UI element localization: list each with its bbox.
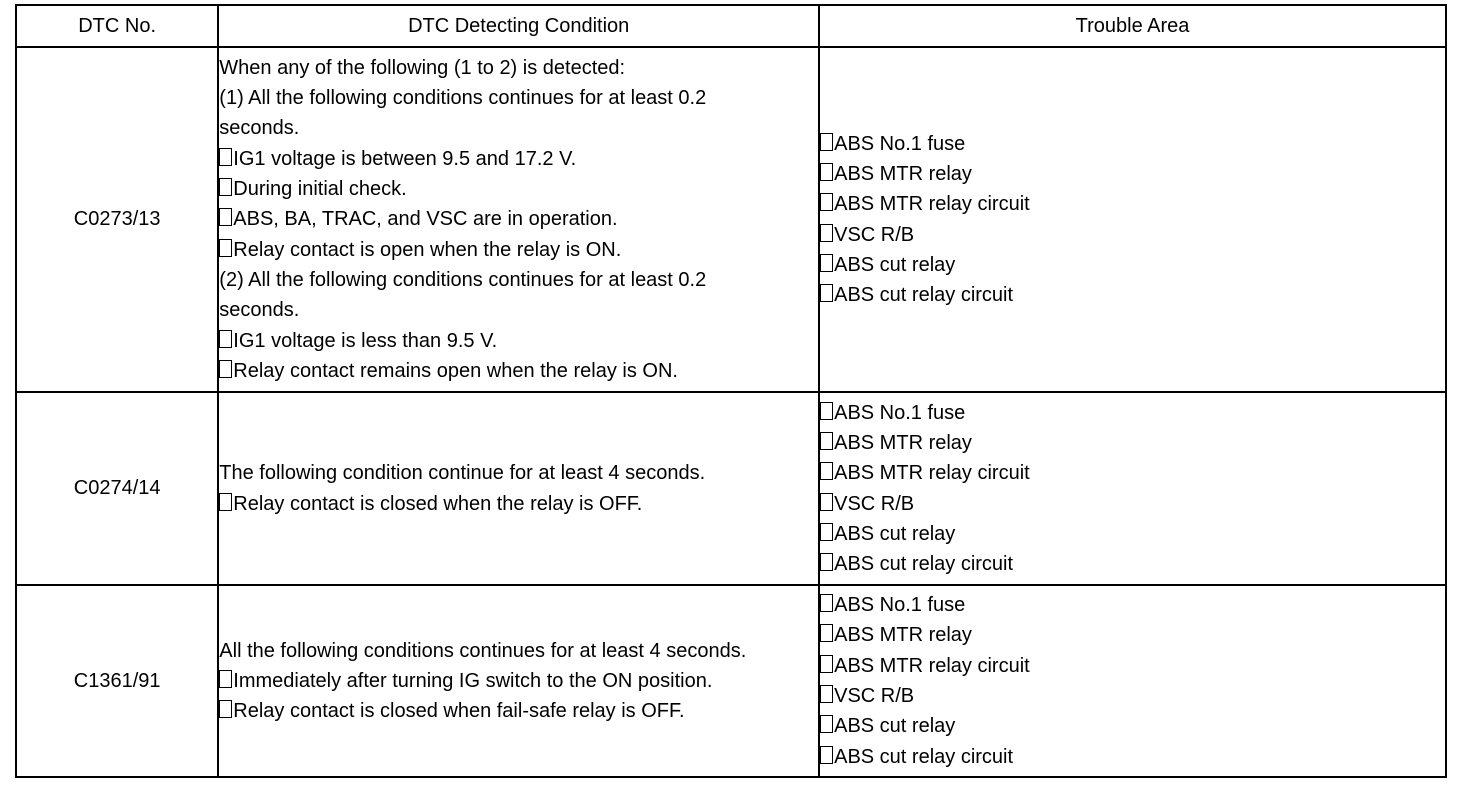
trouble-area-item: [820, 159, 1445, 189]
checkbox-bullet-icon: [820, 432, 833, 450]
trouble-area-item-text: VSC R/B: [834, 492, 915, 515]
condition-line: [219, 174, 818, 204]
checkbox-bullet-icon: [219, 700, 232, 718]
trouble-area-item: [820, 280, 1445, 310]
trouble-area-item: [820, 620, 1445, 650]
trouble-area-item: [820, 651, 1445, 681]
checkbox-bullet-icon: [820, 715, 833, 733]
trouble-area-item: [820, 398, 1445, 428]
trouble-area-item: [820, 428, 1445, 458]
trouble-area-item-text: ABS MTR relay: [834, 624, 972, 647]
trouble-area-item-text: ABS No.1 fuse: [834, 132, 966, 155]
checkbox-bullet-icon: [219, 178, 232, 196]
condition-line-text: (1) All the following conditions continues for at least 0.2: [219, 87, 707, 110]
condition-line-text: (2) All the following conditions continues for at least 0.2: [219, 268, 707, 291]
condition-line: [219, 144, 818, 174]
checkbox-bullet-icon: [820, 193, 833, 211]
dtc-table: [15, 4, 1447, 778]
dtc-code: C0274/14: [16, 392, 218, 585]
trouble-area-item-text: ABS cut relay circuit: [834, 553, 1014, 576]
checkbox-bullet-icon: [820, 746, 833, 764]
checkbox-bullet-icon: [820, 523, 833, 541]
checkbox-bullet-icon: [820, 284, 833, 302]
condition-line-text: ABS, BA, TRAC, and VSC are in operation.: [233, 208, 618, 231]
trouble-area-item-text: ABS MTR relay: [834, 431, 972, 454]
trouble-area-item-text: ABS cut relay circuit: [834, 284, 1014, 307]
condition-line: [219, 696, 818, 726]
checkbox-bullet-icon: [820, 462, 833, 480]
condition-line-text: seconds.: [219, 299, 300, 322]
trouble-area-item-text: VSC R/B: [834, 685, 915, 707]
dtc-code: C0273/13: [16, 47, 218, 392]
condition-line: [219, 326, 818, 356]
trouble-area: [819, 585, 1446, 777]
condition-line-text: IG1 voltage is less than 9.5 V.: [233, 329, 498, 352]
checkbox-bullet-icon: [219, 670, 232, 688]
checkbox-bullet-icon: [219, 148, 232, 166]
trouble-area-item-text: ABS MTR relay: [834, 162, 972, 185]
trouble-area: [819, 392, 1446, 585]
condition-line: [219, 489, 818, 519]
condition-line: [219, 356, 818, 386]
trouble-area-item-text: ABS No.1 fuse: [834, 594, 966, 617]
condition-line-text: Relay contact is closed when fail-safe relay is OFF.: [233, 700, 685, 723]
condition-line: [219, 53, 818, 83]
trouble-area-item-text: ABS MTR relay circuit: [834, 193, 1030, 216]
trouble-area: [819, 47, 1446, 392]
table-row: [16, 585, 1446, 777]
condition-line-text: seconds.: [219, 117, 300, 140]
condition-line-text: Relay contact is closed when the relay is OFF.: [233, 492, 643, 515]
detecting-condition: [218, 392, 819, 585]
condition-line: [219, 235, 818, 265]
checkbox-bullet-icon: [820, 685, 833, 703]
table-row: [16, 47, 1446, 392]
checkbox-bullet-icon: [820, 655, 833, 673]
condition-line-text: Immediately after turning IG switch to the ON position.: [233, 669, 713, 692]
trouble-area-item-text: ABS cut relay: [834, 522, 956, 545]
checkbox-bullet-icon: [219, 493, 232, 511]
trouble-area-item-text: ABS MTR relay circuit: [834, 654, 1030, 677]
trouble-area-item: [820, 711, 1445, 741]
trouble-area-item-text: VSC R/B: [834, 223, 915, 246]
trouble-area-item: [820, 590, 1445, 620]
table-row: [16, 392, 1446, 585]
trouble-area-item: [820, 681, 1445, 711]
condition-line-text: Relay contact remains open when the relay is ON.: [233, 359, 678, 382]
checkbox-bullet-icon: [820, 402, 833, 420]
detecting-condition: [218, 585, 819, 777]
condition-line: [219, 204, 818, 234]
condition-line-text: During initial check.: [233, 178, 407, 201]
trouble-area-item: [820, 458, 1445, 488]
condition-line-text: Relay contact is open when the relay is ON.: [233, 238, 622, 261]
checkbox-bullet-icon: [219, 360, 232, 378]
trouble-area-item: [820, 489, 1445, 519]
dtc-table-body: [16, 47, 1446, 777]
dtc-code: C1361/91: [16, 585, 218, 777]
condition-line: [219, 83, 818, 113]
header-dtc-no: DTC No.: [16, 5, 218, 47]
checkbox-bullet-icon: [820, 163, 833, 181]
checkbox-bullet-icon: [219, 239, 232, 257]
trouble-area-item: [820, 519, 1445, 549]
condition-line-text: When any of the following (1 to 2) is detected:: [219, 56, 626, 79]
trouble-area-item: [820, 250, 1445, 280]
condition-line-text: IG1 voltage is between 9.5 and 17.2 V.: [233, 147, 577, 170]
condition-line: [219, 666, 818, 696]
checkbox-bullet-icon: [820, 624, 833, 642]
checkbox-bullet-icon: [219, 208, 232, 226]
trouble-area-item-text: ABS cut relay: [834, 253, 956, 276]
trouble-area-item-text: ABS No.1 fuse: [834, 401, 966, 424]
trouble-area-item-text: ABS cut relay circuit: [834, 745, 1014, 768]
checkbox-bullet-icon: [820, 594, 833, 612]
checkbox-bullet-icon: [219, 330, 232, 348]
checkbox-bullet-icon: [820, 553, 833, 571]
checkbox-bullet-icon: [820, 133, 833, 151]
trouble-area-item: [820, 549, 1445, 579]
trouble-area-item: [820, 129, 1445, 159]
trouble-area-item: [820, 220, 1445, 250]
condition-line-text: The following condition continue for at least 4 seconds.: [219, 462, 706, 485]
trouble-area-item-text: ABS MTR relay circuit: [834, 462, 1030, 485]
trouble-area-item-text: ABS cut relay: [834, 715, 956, 738]
detecting-condition: [218, 47, 819, 392]
condition-line: [219, 265, 818, 295]
condition-line-text: All the following conditions continues for at least 4 seconds.: [219, 639, 747, 662]
condition-line: [219, 458, 818, 488]
checkbox-bullet-icon: [820, 254, 833, 272]
header-trouble-area: Trouble Area: [819, 5, 1446, 47]
header-row: [16, 5, 1446, 47]
condition-line: [219, 295, 818, 325]
condition-line: [219, 636, 818, 666]
condition-line: [219, 113, 818, 143]
checkbox-bullet-icon: [820, 493, 833, 511]
checkbox-bullet-icon: [820, 224, 833, 242]
trouble-area-item: [820, 189, 1445, 219]
header-condition: DTC Detecting Condition: [218, 5, 819, 47]
trouble-area-item: [820, 742, 1445, 772]
